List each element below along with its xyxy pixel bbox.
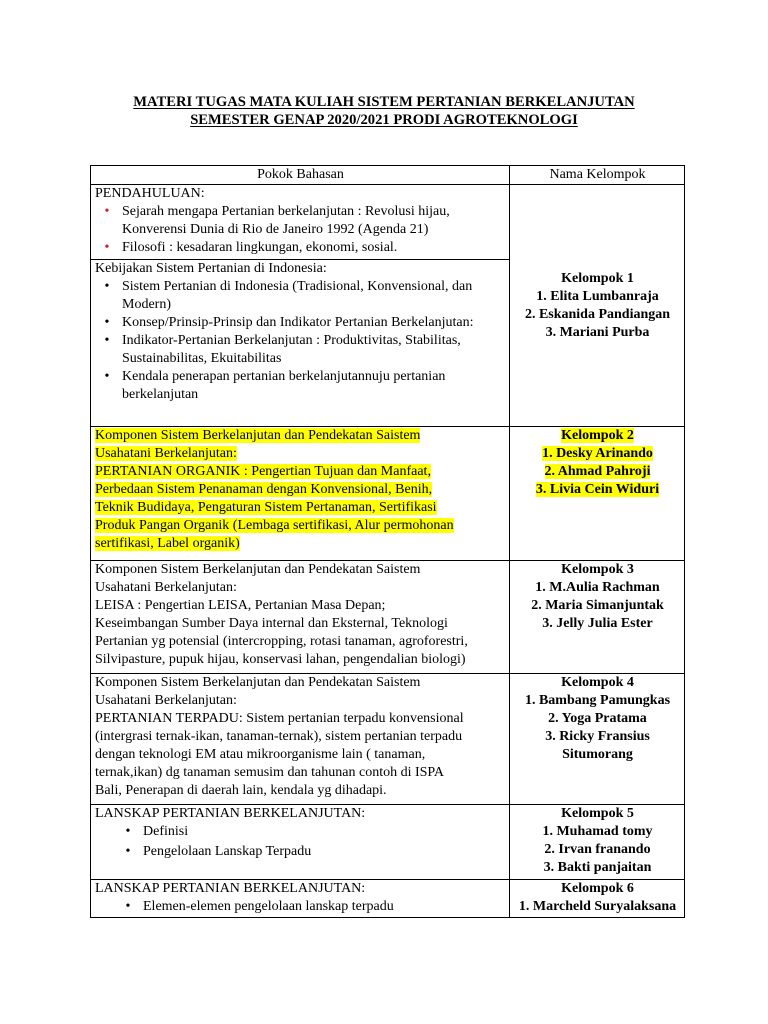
list-item-text: Filosofi : kesadaran lingkungan, ekonomi, sosial. xyxy=(122,240,398,255)
group-cell-3 xyxy=(510,561,685,674)
group-member: 3. Bakti panjaitan xyxy=(543,860,652,875)
table-header-row xyxy=(91,166,685,185)
group-member: 1. M.Aulia Rachman xyxy=(535,580,660,595)
topic-text-line: Komponen Sistem Berkelanjutan dan Pendekatan Saistem xyxy=(95,428,421,443)
topic-cell-lanskap-2 xyxy=(91,880,510,918)
column-header-topic: Pokok Bahasan xyxy=(91,166,510,185)
group-member: 2. Yoga Pratama xyxy=(548,711,647,726)
topic-text-line: ternak,ikan) dg tanaman semusim dan tahunan contoh di ISPA xyxy=(95,765,445,780)
group-name: Kelompok 5 xyxy=(561,806,634,821)
list-item-text: Sejarah mengapa Pertanian berkelanjutan : Revolusi hijau, Konverensi Dunia di Rio de Janeiro 1992 (Agenda 21) xyxy=(122,204,450,237)
group-name: Kelompok 1 xyxy=(561,270,634,286)
group-member: 2. Irvan franando xyxy=(544,842,651,857)
document-title xyxy=(0,93,768,129)
list-item-text: Elemen-elemen pengelolaan lanskap terpadu xyxy=(143,899,394,914)
table-row xyxy=(91,185,685,260)
topic-cell-pertanian-organik xyxy=(91,427,510,561)
group-cell-4 xyxy=(510,674,685,805)
table-row xyxy=(91,561,685,674)
topic-text-line: (intergrasi ternak-ikan, tanaman-ternak), sistem pertanian terpadu xyxy=(95,729,463,744)
list-item xyxy=(104,203,506,239)
group-name: Kelompok 6 xyxy=(561,881,634,896)
bullet-icon: • xyxy=(104,279,110,294)
bullet-icon: • xyxy=(104,369,110,384)
table-row xyxy=(91,427,685,561)
list-item xyxy=(104,314,506,332)
bullet-icon: • xyxy=(125,844,131,859)
topic-title: LANSKAP PERTANIAN BERKELANJUTAN: xyxy=(95,881,366,896)
topic-cell-leisa xyxy=(91,561,510,674)
topic-cell-pertanian-terpadu xyxy=(91,674,510,805)
topic-bullet-list xyxy=(95,278,506,404)
topic-cell-lanskap-1 xyxy=(91,805,510,880)
list-item xyxy=(104,239,506,257)
bullet-icon: • xyxy=(104,204,110,219)
topic-text-line: sertifikasi, Label organik) xyxy=(95,536,240,551)
topic-text-line: Produk Pangan Organik (Lembaga sertifikasi, Alur permohonan xyxy=(95,518,454,533)
group-member: 3. Livia Cein Widuri xyxy=(535,482,660,497)
table-row xyxy=(91,880,685,918)
list-item xyxy=(104,278,506,314)
topic-bullet-list xyxy=(95,898,506,916)
topic-text-line: LEISA : Pengertian LEISA, Pertanian Masa Depan; xyxy=(95,598,386,613)
list-item xyxy=(104,332,506,368)
group-cell-6 xyxy=(510,880,685,918)
group-member: 1. Marcheld Suryalaksana xyxy=(518,899,677,914)
list-item-text: Kendala penerapan pertanian berkelanjutannuju pertanian berkelanjutan xyxy=(122,369,446,402)
group-member: 2. Eskanida Pandiangan xyxy=(524,306,671,322)
list-item-text: Pengelolaan Lanskap Terpadu xyxy=(143,844,312,859)
table-row xyxy=(91,674,685,805)
topic-title: LANSKAP PERTANIAN BERKELANJUTAN: xyxy=(95,806,366,821)
topic-text-line: PERTANIAN ORGANIK : Pengertian Tujuan dan Manfaat, xyxy=(95,464,431,479)
topic-title: Kebijakan Sistem Pertanian di Indonesia: xyxy=(95,261,327,276)
topic-text-line: Bali, Penerapan di daerah lain, kendala yg dihadapi. xyxy=(95,783,387,798)
title-line-1: MATERI TUGAS MATA KULIAH SISTEM PERTANIAN BERKELANJUTAN xyxy=(133,94,635,110)
topic-text-line: Perbedaan Sistem Penanaman dengan Konvensional, Benih, xyxy=(95,482,433,497)
group-name: Kelompok 4 xyxy=(561,675,634,690)
list-item xyxy=(104,368,506,404)
topic-bullet-list xyxy=(95,203,506,257)
list-item-text: Indikator-Pertanian Berkelanjutan : Produktivitas, Stabilitas, Sustainabilitas, Ekuitabilitas xyxy=(122,333,461,366)
group-cell-5 xyxy=(510,805,685,880)
column-header-group: Nama Kelompok xyxy=(510,166,685,185)
topic-text-line: dengan teknologi EM atau mikroorganisme lain ( tanaman, xyxy=(95,747,426,762)
bullet-icon: • xyxy=(125,824,131,839)
group-member: 1. Desky Arinando xyxy=(542,446,653,461)
group-name: Kelompok 2 xyxy=(561,428,634,443)
group-cell-1 xyxy=(510,185,685,427)
group-member: 3. Mariani Purba xyxy=(545,324,650,340)
bullet-icon: • xyxy=(125,899,131,914)
list-item xyxy=(125,898,506,916)
bullet-icon: • xyxy=(104,333,110,348)
topic-text-line: Usahatani Berkelanjutan: xyxy=(95,446,237,461)
assignment-table xyxy=(90,165,685,918)
bullet-icon: • xyxy=(104,240,110,255)
topic-text-line: Usahatani Berkelanjutan: xyxy=(95,693,237,708)
group-member: 1. Bambang Pamungkas xyxy=(524,693,671,708)
topic-text-line: PERTANIAN TERPADU: Sistem pertanian terpadu konvensional xyxy=(95,711,464,726)
topic-bullet-list xyxy=(95,823,506,861)
group-name: Kelompok 3 xyxy=(561,562,634,577)
topic-title: PENDAHULUAN: xyxy=(95,186,205,201)
group-member: 3. Ricky Fransius Situmorang xyxy=(545,729,650,762)
group-member: 2. Ahmad Pahroji xyxy=(544,464,651,479)
topic-text-line: Teknik Budidaya, Pengaturan Sistem Pertanaman, Sertifikasi xyxy=(95,500,437,515)
topic-text-line: Keseimbangan Sumber Daya internal dan Eksternal, Teknologi xyxy=(95,616,448,631)
list-item-text: Definisi xyxy=(143,824,189,839)
topic-text-line: Pertanian yg potensial (intercropping, rotasi tanaman, agroforestri, xyxy=(95,634,468,649)
group-member: 3. Jelly Julia Ester xyxy=(542,616,653,631)
group-member: 2. Maria Simanjuntak xyxy=(531,598,664,613)
group-member: 1. Muhamad tomy xyxy=(542,824,653,839)
group-member: 1. Elita Lumbanraja xyxy=(536,288,659,304)
group-cell-2 xyxy=(510,427,685,561)
list-item xyxy=(125,843,506,861)
list-item-text: Konsep/Prinsip-Prinsip dan Indikator Pertanian Berkelanjutan: xyxy=(122,315,474,330)
list-item xyxy=(125,823,506,841)
table-row xyxy=(91,805,685,880)
topic-text-line: Komponen Sistem Berkelanjutan dan Pendekatan Saistem xyxy=(95,675,421,690)
bullet-icon: • xyxy=(104,315,110,330)
topic-cell-pendahuluan xyxy=(91,185,510,260)
title-line-2: SEMESTER GENAP 2020/2021 PRODI AGROTEKNOLOGI xyxy=(190,112,578,128)
topic-text-line: Komponen Sistem Berkelanjutan dan Pendekatan Saistem xyxy=(95,562,421,577)
topic-text-line: Usahatani Berkelanjutan: xyxy=(95,580,237,595)
topic-text-line: Silvipasture, pupuk hijau, konservasi lahan, pengendalian biologi) xyxy=(95,652,466,667)
topic-cell-kebijakan xyxy=(91,260,510,427)
list-item-text: Sistem Pertanian di Indonesia (Tradisional, Konvensional, dan Modern) xyxy=(122,279,473,312)
